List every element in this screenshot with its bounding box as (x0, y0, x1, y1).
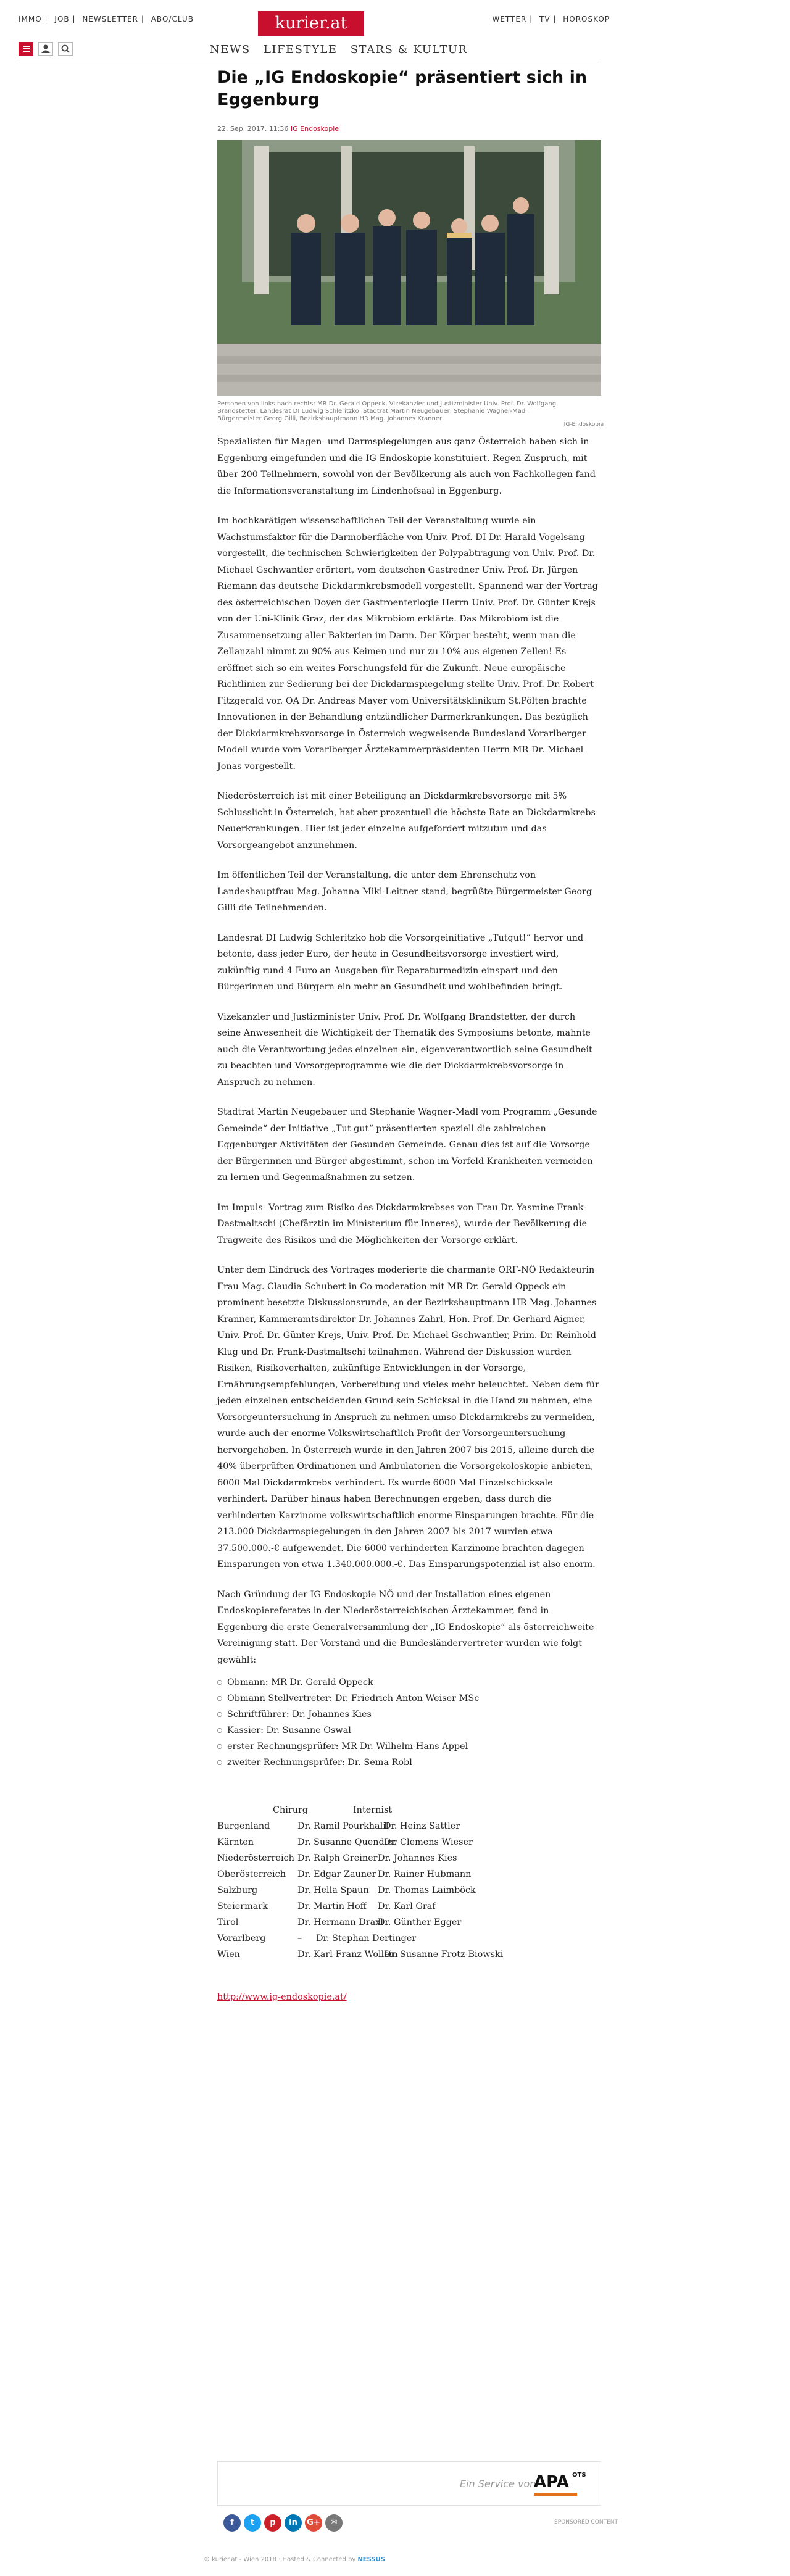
menu-icon (23, 46, 30, 47)
table-cell-surgeon: Dr. Ramil Pourkhalil (297, 1821, 389, 1831)
list-item: Obmann: MR Dr. Gerald Oppeck (217, 1674, 601, 1690)
table-row (217, 1837, 601, 1853)
paragraph: Im öffentlichen Teil der Veranstaltung, die unter dem Ehrenschutz von Landeshauptfrau Mag. Johanna Mikl-Leitner stand, begrüßte Bürgermeister Georg Gilli die Teilnehmenden. (217, 870, 592, 913)
list-item: Schriftführer: Dr. Johannes Kies (217, 1706, 601, 1722)
group-photo-illustration (217, 140, 601, 396)
apa-logo-bar (534, 2493, 577, 2496)
article-meta (217, 125, 601, 133)
group-photo (217, 140, 601, 396)
table-row (217, 1885, 601, 1901)
board-list (217, 1674, 601, 1771)
paragraph: Nach Gründung der IG Endoskopie NÖ und der Installation eines eigenen Endoskopiereferates in der Niederösterreichischen Ärztekammer, fand in Eggenburg die erste Generalversammlung der „IG Endoskopie“ als österreichweite Vereinigung statt. Der Vorstand und die Bundesländervertreter wurden wie folgt gewählt: (217, 1589, 594, 1665)
linkedin-icon[interactable]: in (285, 2514, 302, 2532)
table-cell-surgeon: Dr. Edgar Zauner (297, 1869, 376, 1879)
user-icon (39, 43, 52, 55)
paragraph: Niederösterreich ist mit einer Beteiligung an Dickdarmkrebsvorsorge mit 5% Schlusslicht in Österreich, hat aber prozentuell die höchste Rate an Dickdarmkrebs Neuerkrankungen. Hier ist jeder einzelne aufgefordert mitzutun und das Vorsorgeangebot anzunehmen. (217, 791, 596, 850)
column-header-internist: Internist (353, 1805, 393, 1815)
ots-badge: OTS (572, 2472, 586, 2478)
table-cell-surgeon: Dr. Karl-Franz Wollein (297, 1950, 398, 1959)
table-cell-state: Oberösterreich (217, 1869, 286, 1879)
table-row (217, 1917, 601, 1934)
table-cell-surgeon: Dr. Hella Spaun (297, 1885, 369, 1895)
table-cell-state: Burgenland (217, 1821, 270, 1831)
sponsored-content-label: SPONSORED CONTENT (554, 2519, 618, 2525)
article (217, 67, 604, 2002)
footer (204, 2556, 385, 2563)
apa-logo[interactable]: APA (534, 2473, 569, 2491)
table-cell-surgeon: Dr. Hermann Draxl (297, 1917, 383, 1927)
nav-tv[interactable]: TV (539, 15, 551, 23)
footer-text: © kurier.at - Wien 2018 · Hosted & Connected by (204, 2556, 356, 2563)
googleplus-icon[interactable]: G+ (305, 2514, 322, 2532)
article-source[interactable]: IG Endoskopie (290, 125, 339, 133)
article-title: Die „IG Endoskopie“ präsentiert sich in Eggenburg (217, 68, 588, 109)
search-button[interactable] (58, 42, 73, 56)
nav-job[interactable]: JOB (54, 15, 70, 23)
paragraph: Stadtrat Martin Neugebauer und Stephanie Wagner-Madl vom Programm „Gesunde Gemeinde“ der Initiative „Tut gut“ präsentierten speziell die zahlreichen Eggenburger Aktivitäten der Gesunden Gemeinde. Genau dies ist auf die Vorsorge der Bürgerinnen und Bürger abgestimmt, schon im Vorfeld Krankheiten vermeiden zu lernen und Gegenmaßnahmen zu setzen. (217, 1107, 597, 1182)
table-row (217, 1853, 601, 1869)
top-nav-left: IMMO | JOB | NEWSLETTER | ABO/CLUB (19, 15, 194, 23)
user-button[interactable] (38, 42, 53, 56)
table-row (217, 1821, 601, 1837)
table-cell-state: Salzburg (217, 1885, 258, 1895)
table-cell-internist: Dr. Thomas Laimböck (378, 1885, 476, 1895)
table-cell-internist: Dr. Karl Graf (378, 1901, 436, 1911)
table-cell-surgeon: Dr. Ralph Greiner (297, 1853, 378, 1863)
section-stars-kultur[interactable]: STARS & KULTUR (350, 43, 468, 56)
table-row (217, 1869, 601, 1885)
table-cell-internist: Dr. Clemens Wieser (384, 1837, 473, 1847)
top-bar (0, 0, 790, 38)
table-cell-surgeon: Dr. Susanne Quendler (297, 1837, 397, 1847)
table-cell-state: Tirol (217, 1917, 239, 1927)
section-news[interactable]: NEWS (210, 43, 251, 56)
table-cell-surgeon: – (297, 1934, 302, 1943)
article-body (217, 434, 601, 2002)
table-cell-internist: Dr. Heinz Sattler (384, 1821, 460, 1831)
nav-abo-club[interactable]: ABO/CLUB (151, 15, 194, 23)
list-item: Kassier: Dr. Susanne Oswal (217, 1722, 601, 1739)
table-cell-internist: Dr. Günther Egger (378, 1917, 462, 1927)
table-cell-state: Kärnten (217, 1837, 254, 1847)
photo-caption: Personen von links nach rechts: MR Dr. Gerald Oppeck, Vizekanzler und Justizminister Univ. Prof. Dr. Wolfgang Brandstetter, Landesrat DI Ludwig Schleritzko, Stadtrat Martin Neugebauer, Stephanie Wagner-Madl, Bürgermeister Georg Gilli, Bezirkshauptmann HR Mag. Johannes Kranner (217, 401, 557, 422)
search-icon (59, 43, 72, 55)
footer-brand[interactable]: NESSUS (357, 2556, 385, 2563)
table-cell-internist: Dr. Johannes Kies (378, 1853, 457, 1863)
paragraph: Im Impuls- Vortrag zum Risiko des Dickdarmkrebses von Frau Dr. Yasmine Frank-Dastmaltschi (Chefärztin im Ministerium für Inneres), wurde der Bevölkerung die Tragweite des Risikos und die Möglichkeiten der Vorsorge erklärt. (217, 1202, 588, 1245)
email-icon[interactable]: ✉ (325, 2514, 343, 2532)
table-cell-surgeon: Dr. Martin Hoff (297, 1901, 367, 1911)
table-cell-state: Steiermark (217, 1901, 268, 1911)
table-cell-state: Vorarlberg (217, 1934, 266, 1943)
paragraph: Spezialisten für Magen- und Darmspiegelungen aus ganz Österreich haben sich in Eggenburg eingefunden und die IG Endoskopie konstituiert. Regen Zuspruch, mit über 200 Teilnehmern, sowohl von der Bevölkerung als auch von Fachkollegen fand die Informationsveranstaltung im Lindenhofsaal in Eggenburg. (217, 437, 596, 496)
table-row (217, 1934, 601, 1950)
state-representatives-table (217, 1805, 601, 1990)
menu-button[interactable] (19, 42, 33, 56)
section-lifestyle[interactable]: LIFESTYLE (263, 43, 338, 56)
table-cell-internist: Dr. Rainer Hubmann (378, 1869, 472, 1879)
table-cell-state: Niederösterreich (217, 1853, 294, 1863)
apa-service-box (217, 2461, 601, 2506)
ig-endoskopie-link[interactable]: http://www.ig-endoskopie.at/ (217, 1992, 347, 2002)
list-item: erster Rechnungsprüfer: MR Dr. Wilhelm-Hans Appel (217, 1739, 601, 1755)
table-cell-internist: Dr. Susanne Frotz-Biowski (384, 1950, 504, 1959)
table-row (217, 1901, 601, 1917)
pinterest-icon[interactable]: p (264, 2514, 281, 2532)
section-bar (19, 38, 602, 62)
column-header-surgeon: Chirurg (273, 1805, 309, 1815)
site-logo[interactable]: kurier.at (258, 11, 364, 36)
table-row (217, 1950, 601, 1966)
section-nav (210, 43, 468, 56)
list-item: zweiter Rechnungsprüfer: Dr. Sema Robl (217, 1755, 601, 1771)
apa-service-text: Ein Service von (460, 2478, 536, 2490)
paragraph: Landesrat DI Ludwig Schleritzko hob die Vorsorgeinitiative „Tutgut!“ hervor und betonte, dass jeder Euro, der heute in Gesundheitsvorsorge investiert wird, zukünftig rund 4 Euro an Ausgaben für Reparaturmedizin einspart und den Bürgerinnen und Bürgern ein mehr an Gesundheit und wohlbefinden bringt. (217, 933, 584, 992)
twitter-icon[interactable]: t (244, 2514, 261, 2532)
paragraph: Vizekanzler und Justizminister Univ. Prof. Dr. Wolfgang Brandstetter, der durch seine Anwesenheit die Wichtigkeit der Thematik des Symposiums betonte, mahnte auch die Verantwortung jedes einzelnen ein, eigenverantwortlich seine Gesundheit zu beachten und Vorsorgeprogramme wie die der Dickdarmkrebsvorsorge in Anspruch zu nehmen. (217, 1012, 592, 1087)
nav-wetter[interactable]: WETTER (492, 15, 527, 23)
article-date: 22. Sep. 2017, 11:36 (217, 125, 289, 133)
table-cell-state: Wien (217, 1950, 240, 1959)
photo-credit: IG-Endoskopie (563, 422, 604, 428)
nav-newsletter[interactable]: NEWSLETTER (82, 15, 139, 23)
paragraph: Im hochkarätigen wissenschaftlichen Teil der Veranstaltung wurde ein Wachstumsfaktor für die Darmoberfläche von Univ. Prof. DI Dr. Harald Vogelsang vorgestellt, die technischen Schwierigkeiten der Polypabtragung von Univ. Prof. Dr. Michael Gschwantler erörtert, vom deutschen Gastredner Univ. Prof. Dr. Jürgen Riemann das deutsche Dickdarmkrebsmodell vorgestellt. Spannend war der Vortrag des österreichischen Doyen der Gastroenterlogie Herrn Univ. Prof. Dr. Günter Krejs von der Uni-Klinik Graz, der das Mikrobiom erklärte. Das Mikrobiom ist die Zusammensetzung aller Bakterien im Darm. Der Körper besteht, wenn man die Zellanzahl nimmt zu 90% aus Keimen und nur zu 10% aus eigenen Zellen! Es eröffnet sich so ein weites Forschungsfeld für die Zukunft. Neue europäische Richtlinien zur Sedierung bei der Dickdarmspiegelung stellte Univ. Prof. Dr. Robert Fitzgerald vor. OA Dr. Andreas Mayer vom Universitätsklinikum St.Pölten brachte Innovationen in der Behandlung entzündlicher Darmerkrankungen. Das bezüglich der Dickdarmkrebsvorsorge in Österreich wegweisende Bundesland Vorarlberger Modell wurde vom Vorarlberger Ärztekammerpräsidenten Herrn MR Dr. Michael Jonas vorgestellt. (217, 516, 598, 771)
facebook-icon[interactable]: f (223, 2514, 241, 2532)
nav-horoskop[interactable]: HOROSKOP (563, 15, 610, 23)
table-cell-internist: Dr. Stephan Dertinger (316, 1934, 417, 1943)
nav-immo[interactable]: IMMO (19, 15, 42, 23)
list-item: Obmann Stellvertreter: Dr. Friedrich Anton Weiser MSc (217, 1690, 601, 1706)
paragraph: Unter dem Eindruck des Vortrages moderierte die charmante ORF-NÖ Redakteurin Frau Mag. Claudia Schubert in Co-moderation mit MR Dr. Gerald Oppeck ein prominent besetzte Diskussionsrunde, an der Bezirkshauptmann HR Mag. Johannes Kranner, Kammeramtsdirektor Dr. Johannes Zahrl, Hon. Prof. Dr. Gerhard Aigner, Univ. Prof. Dr. Günter Krejs, Univ. Prof. Dr. Michael Gschwantler, Prim. Dr. Reinhold Klug und Dr. Frank-Dastmaltschi teilnahmen. Während der Diskussion wurden Risiken, Risikoverhalten, zukünftige Entwicklungen in der Vorsorge, Ernährungsempfehlungen, Vorbereitung und vieles mehr beleuchtet. Neben dem für jeden einzelnen entscheidenden Grund sein Schicksal in die Hand zu nehmen, eine Vorsorgeuntersuchung in Anspruch zu nehmen umso Dickdarmkrebs zu vermeiden, wurde auch der enorme Volkswirtschaftlich Profit der Vorsorgeuntersuchung hervorgehoben. In Österreich wurde in den Jahren 2007 bis 2015, alleine durch die 40% überprüften Ordinationen und Ambulatorien die Vorsorgekoloskopie anbieten, 6000 Mal Dickdarmkrebs verhindert. Es wurde 6000 Mal Einzelschicksale verhindert. Darüber hinaus haben Berechnungen ergeben, dass durch die verhinderten Karzinome volkswirtschaftlich enorme Einsparungen brachte. Für die 213.000 Dickdarmspiegelungen in den Jahren 2007 bis 2017 wurden etwa 37.500.000.-€ aufgewendet. Die 6000 verhinderten Karzinome brachten dagegen Einsparungen von etwa 1.340.000.000.-€. Das Einsparungspotenzial ist also enorm. (217, 1265, 600, 1569)
top-nav-right: WETTER | TV | HOROSKOP (492, 15, 610, 23)
